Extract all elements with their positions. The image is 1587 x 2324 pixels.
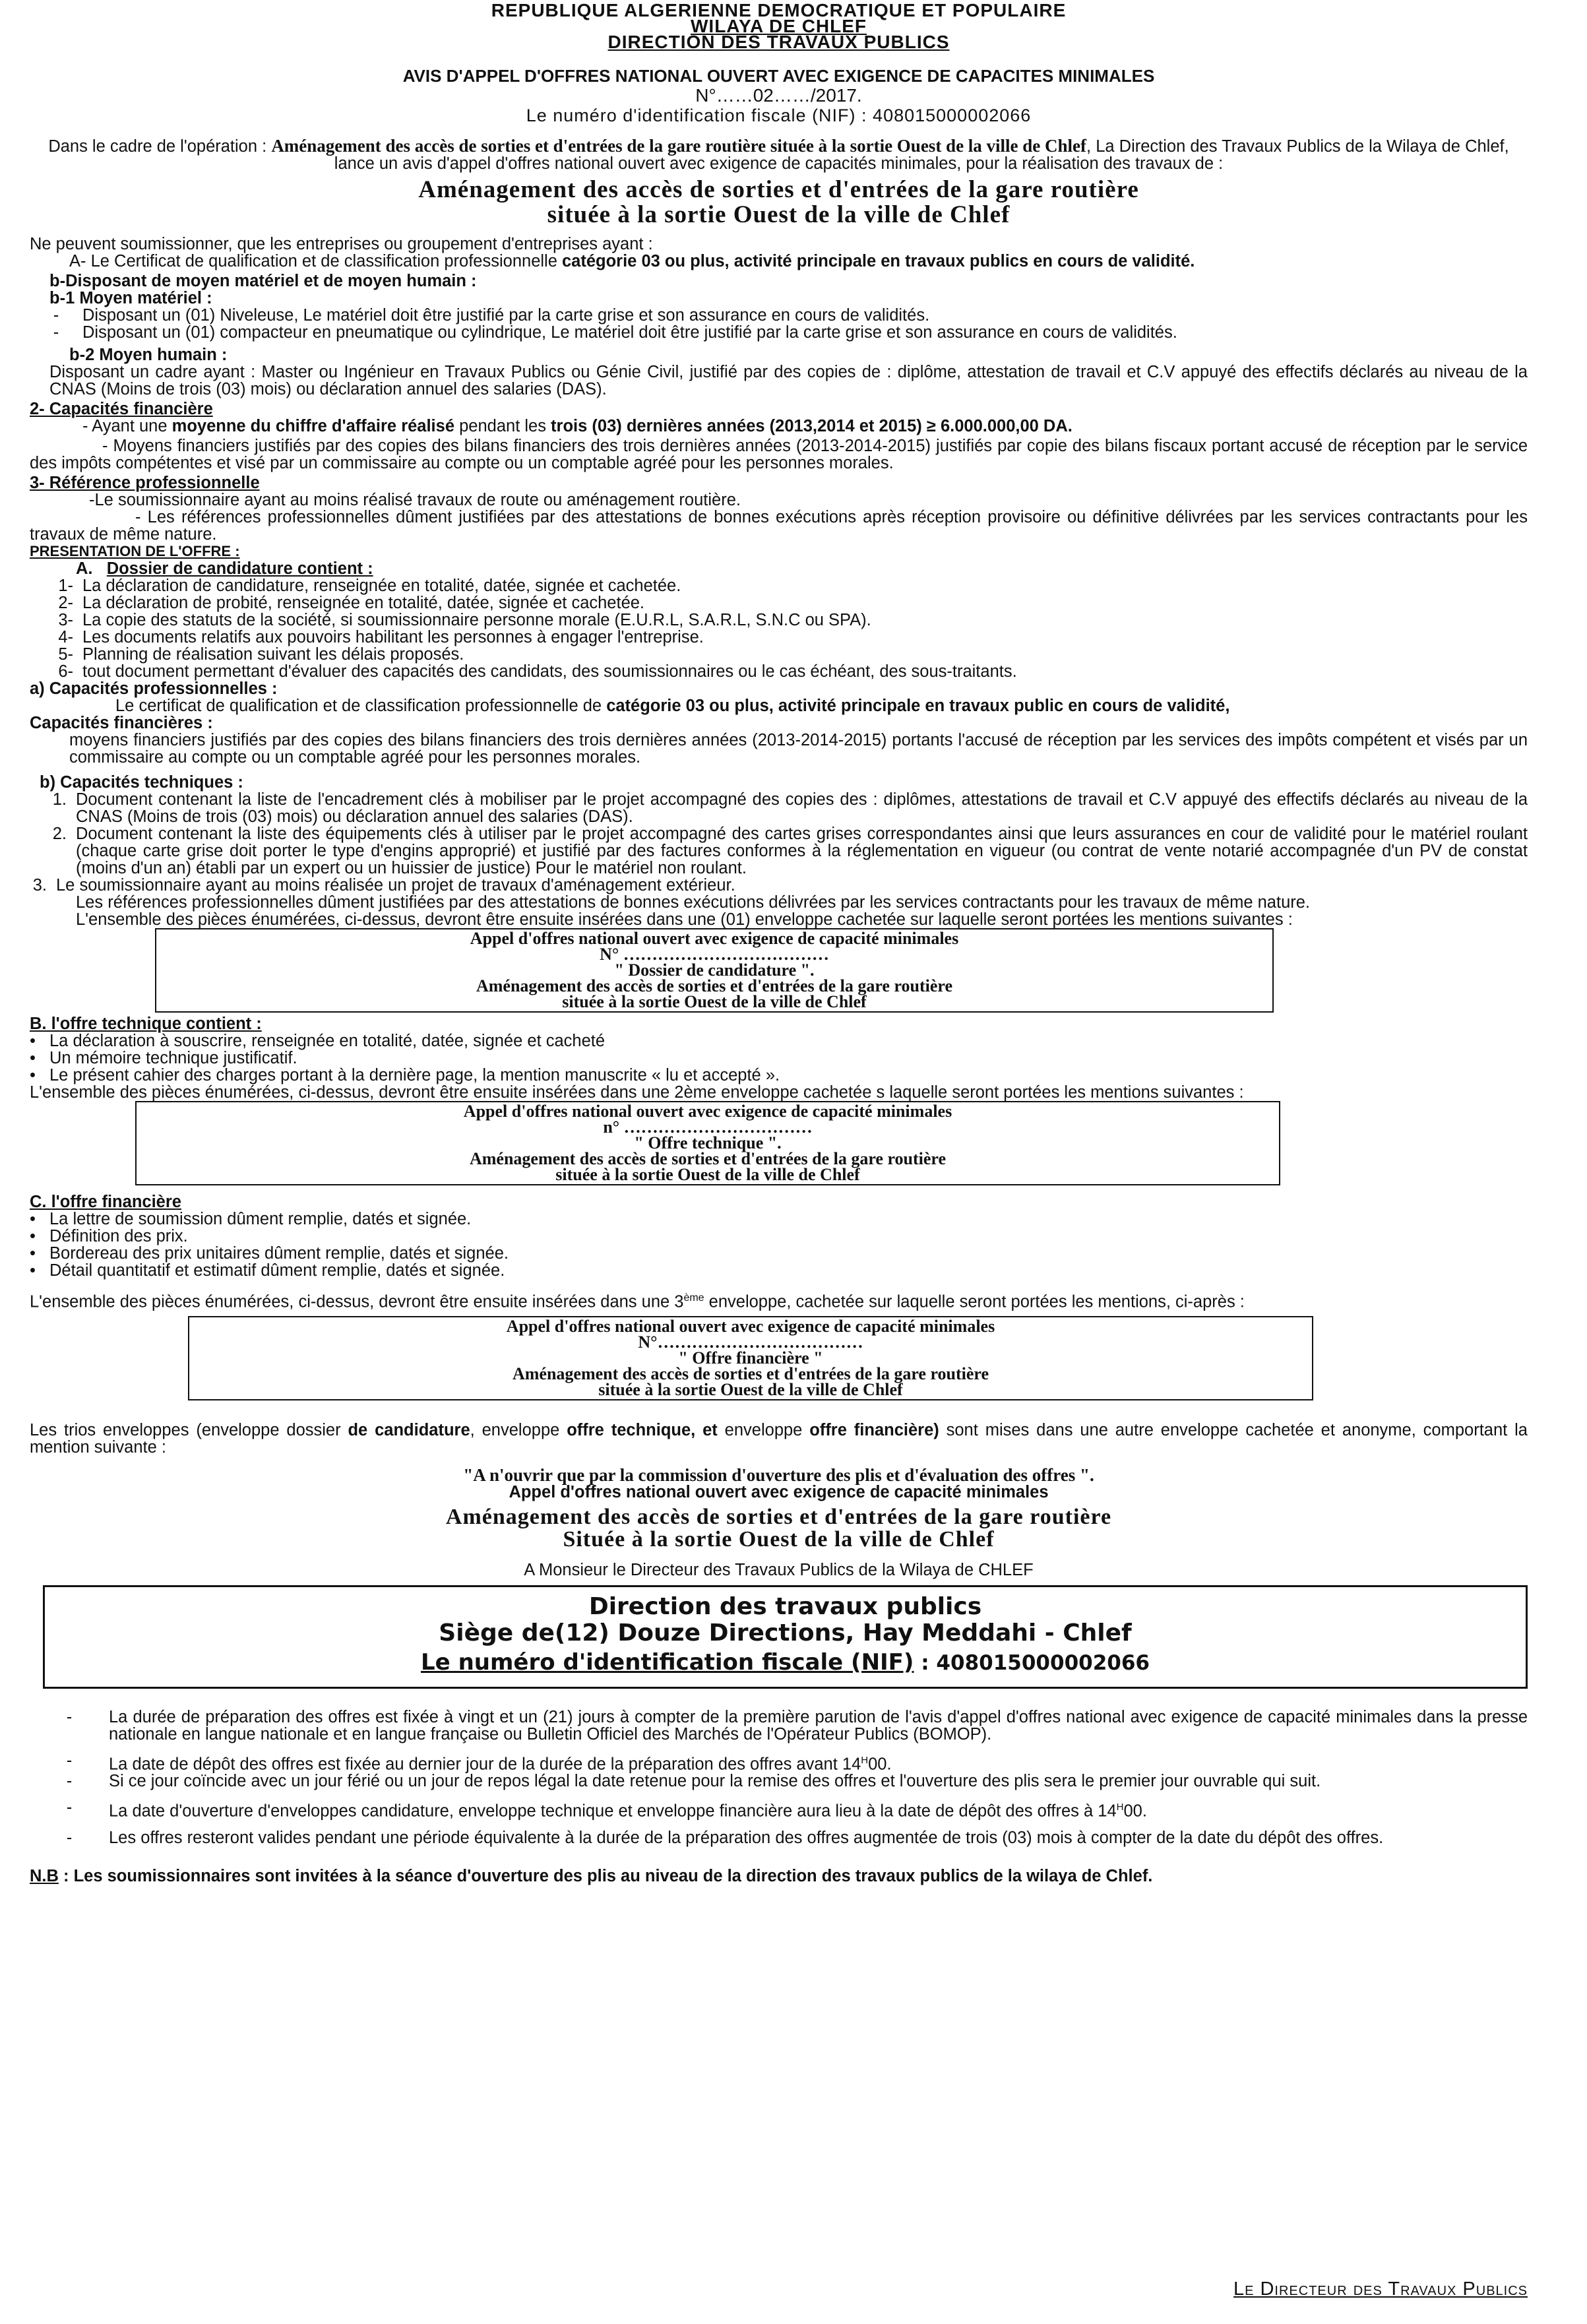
nif-line: Le numéro d'identification fiscale (NIF) : 408015000002066 [526, 106, 1032, 125]
box2-line-4: Aménagement des accès de sorties et d'entrées de la gare routière [469, 1149, 947, 1168]
intro-prefix: Dans le cadre de l'opération : [48, 137, 272, 156]
cap-fin-l1-bold1: moyenne du chiffre d'affaire réalisé [171, 417, 455, 435]
dossier-item-text: Les documents relatifs aux pouvoirs habilitant les personnes à engager l'entreprise. [82, 628, 704, 646]
dossier-item-text: La déclaration de candidature, renseignée en totalité, datée, signée et cachetée. [82, 577, 681, 595]
dossier-item-num: 3- [58, 611, 73, 629]
cap-tech-item-num: 2. [52, 825, 67, 843]
nb-note [30, 1868, 1528, 1885]
eligibility-a [30, 253, 1528, 270]
trios-t1: Les trios enveloppes (enveloppe dossier [30, 1420, 348, 1439]
box3-line-2: N°……………………………… [638, 1332, 863, 1352]
dossier-title-text: Dossier de candidature contient : [106, 559, 373, 578]
envelope-box-technique [135, 1101, 1280, 1185]
eligibility-b1-title: b-1 Moyen matériel : [49, 289, 212, 307]
cap-tech-envelope: L'ensemble des pièces énumérées, ci-dessus, devront être ensuite insérées dans une (01) enveloppe cachetée sur laquelle seront portées les mentions suivantes : [76, 910, 1293, 929]
offre-fin-item: • La lettre de soumission dûment remplie, datés et signée. [30, 1210, 472, 1228]
cap-tech-item-text: Document contenant la liste des équipements clés à utiliser par le projet accompagné des cartes grises correspondantes ainsi que leurs assurances en cour de validité pour le matériel roulant (chaque carte grise doit porter le type d'engins approprié) et justifié par des factures conformes à la réglementation en vigueur (ou contrat de vente notarié accompagnée d'un PV de constat (moins d'un an) établi par un expert ou un huissier de justice) Pour le matériel non roulant. [76, 825, 1528, 877]
b1-item-text: Disposant un (01) compacteur en pneumatique ou cylindrique, Le matériel doit être justifié par la carte grise et son assurance en cours de validités. [82, 323, 1177, 342]
cap-fin-l1-bold2: trois (03) dernières années (2013,2014 et 2015) ≥ 6.000.000,00 DA. [551, 417, 1073, 435]
dossier-item-text: Planning de réalisation suivant les délais proposés. [82, 645, 464, 664]
cap-pro-text [30, 697, 1528, 714]
dossier-item [30, 594, 1528, 612]
cap-fin-line-2: - Moyens financiers justifiés par des copies des bilans financiers des trois dernières années (2013-2014-2015) justifiés par copie des bilans fiscaux portant accusé de réception par le service des impôts compétentes et visé par un commissaire au compte ou un comptable agréé pour les personnes morales. [30, 437, 1528, 472]
box3-line-4: Aménagement des accès de sorties et d'entrées de la gare routière [512, 1364, 989, 1383]
header-line-3: DIRECTION DES TRAVAUX PUBLICS [607, 32, 950, 52]
cap-pro-bold: catégorie 03 ou plus, activité principale en travaux public en cours de validité, [606, 697, 1230, 715]
final-list [30, 1709, 1528, 1846]
trios-t2: , enveloppe [470, 1420, 567, 1439]
address-line-3 [45, 1647, 1526, 1679]
avis-title: AVIS D'APPEL D'OFFRES NATIONAL OUVERT AVEC EXIGENCE DE CAPACITES MINIMALES [402, 66, 1155, 86]
dossier-item-num: 5- [58, 645, 73, 664]
final-item-sup: H [1116, 1802, 1124, 1813]
trios-paragraph [30, 1422, 1528, 1456]
box1-line-4: Aménagement des accès de sorties et d'entrées de la gare routière [476, 976, 953, 995]
monsieur-line: A Monsieur le Directeur des Travaux Publics de la Wilaya de CHLEF [524, 1560, 1034, 1579]
cap-fin-l1-mid: pendant les [454, 417, 551, 435]
box2-line-3: " Offre technique ". [634, 1133, 782, 1152]
offre-tech-item-text: Le présent cahier des charges portant à la dernière page, la mention manuscrite « lu et accepté ». [49, 1066, 780, 1084]
header [30, 0, 1528, 52]
cap-tech-list [30, 791, 1528, 894]
cap-fin2-text: moyens financiers justifiés par des copies des bilans financiers des trois dernières années (2013-2014-2015) portants l'accusé de réception par les services des impôts compétent et visés par un commissaire au compte ou un comptable agréé pour les personnes morales. [69, 731, 1528, 767]
offre-fin-item-text: La lettre de soumission dûment remplie, datés et signée. [49, 1210, 472, 1228]
trios-title-line-2: Située à la sortie Ouest de la ville de Chlef [563, 1526, 995, 1552]
offre-fin-item: • Détail quantitatif et estimatif dûment remplie, datés et signée. [30, 1261, 505, 1280]
dossier-title [30, 560, 1528, 577]
offre-tech-item: • La déclaration à souscrire, renseignée en totalité, datée, signée et cacheté [30, 1032, 606, 1050]
offre-tech-item-text: La déclaration à souscrire, renseignée en totalité, datée, signée et cacheté [49, 1032, 606, 1050]
eligibility-intro: Ne peuvent soumissionner, que les entreprises ou groupement d'entreprises ayant : [30, 235, 653, 253]
offre-fin-item: • Définition des prix. [30, 1227, 188, 1245]
offre-tech-item: • Un mémoire technique justificatif. [30, 1049, 297, 1067]
offre-fin-item-text: Détail quantitatif et estimatif dûment remplie, datés et signée. [49, 1261, 505, 1280]
dossier-item-num: 4- [58, 628, 73, 646]
eligibility-a-prefix: A- Le Certificat de qualification et de classification professionnelle [69, 252, 562, 270]
cap-tech-title: b) Capacités techniques : [40, 773, 243, 792]
dossier-item [30, 663, 1528, 680]
box3-line-5: située à la sortie Ouest de la ville de Chlef [598, 1379, 903, 1399]
box1-line-3: " Dossier de candidature ". [614, 960, 815, 980]
b1-item: - Disposant un (01) compacteur en pneumatique ou cylindrique, Le matériel doit être justifié par la carte grise et son assurance en cours de validités. [30, 324, 1528, 341]
trios-b3: offre financière) [809, 1420, 939, 1439]
b1-item-text: Disposant un (01) Niveleuse, Le matériel doit être justifié par la carte grise et son assurance en cours de validités. [82, 306, 930, 325]
final-item-suffix: 00. [868, 1755, 892, 1773]
final-item-main: La durée de préparation des offres est fixée à vingt et un (21) jours à compter de la première parution de l'avis d'appel d'offres national avec exigence de capacité minimales dans la presse nationale en langue nationale et en langue française ou Bulletin Officiel des Marchés de l'Opérateur Publics (BOMOP). [109, 1707, 1528, 1743]
b1-item: - Disposant un (01) Niveleuse, Le matériel doit être justifié par la carte grise et son assurance en cours de validités. [30, 307, 1528, 324]
offre-tech-item: • Le présent cahier des charges portant à la dernière page, la mention manuscrite « lu et accepté ». [30, 1066, 780, 1084]
nb-text: : Les soumissionnaires sont invitées à la séance d'ouverture des plis au niveau de la direction des travaux publics de la wilaya de Chlef. [58, 1866, 1153, 1885]
final-item-text [109, 1709, 1528, 1743]
final-item-text [109, 1799, 1528, 1820]
dossier-item [30, 612, 1528, 629]
main-title [30, 177, 1528, 228]
final-item-main: La date d'ouverture d'enveloppes candidature, enveloppe technique et enveloppe financière aura lieu à la date de dépôt des offres à 14 [109, 1802, 1117, 1821]
dossier-item-num: 2- [58, 594, 73, 612]
trios-quote: "A n'ouvrir que par la commission d'ouverture des plis et d'évaluation des offres ". [463, 1464, 1094, 1485]
dossier-list [30, 577, 1528, 680]
box2-line-1: Appel d'offres national ouvert avec exigence de capacité minimales [463, 1102, 952, 1121]
main-title-line-1: Aménagement des accès de sorties et d'entrées de la gare routière [418, 176, 1139, 203]
cap-fin-title: 2- Capacités financière [30, 400, 213, 418]
final-item-text [109, 1829, 1528, 1846]
final-item-text [109, 1752, 1528, 1773]
final-item-main: Les offres resteront valides pendant une période équivalente à la durée de la préparation des offres augmentée de trois (03) mois à compter de la date du dépôt des offres. [109, 1828, 1384, 1847]
trios-b1: de candidature [348, 1420, 470, 1439]
final-item: - La durée de préparation des offres est fixée à vingt et un (21) jours à compter de la première parution de l'avis d'appel d'offres national avec exigence de capacité minimales dans la presse nationale en langue nationale et en langue française ou Bulletin Officiel des Marchés de l'Opérateur Publics (BOMOP). [66, 1707, 1528, 1743]
offre-fin-env-prefix: L'ensemble des pièces énumérées, ci-dessus, devront être ensuite insérées dans une 3 [30, 1292, 684, 1311]
offre-tech-item-text: Un mémoire technique justificatif. [49, 1049, 297, 1067]
header-line-2: WILAYA DE CHLEF [690, 16, 867, 36]
final-item-text [109, 1773, 1528, 1790]
offre-fin-item-text: Bordereau des prix unitaires dûment remplie, datés et signée. [49, 1244, 509, 1263]
cap-fin2-title: Capacités financières : [30, 714, 213, 732]
cap-tech-item-text: Le soumissionnaire ayant au moins réalisée un projet de travaux d'aménagement extérieur. [56, 876, 735, 895]
cap-tech-item [30, 825, 1528, 877]
box2-line-2: n° …………………………… [603, 1117, 813, 1137]
cap-tech-item-text: Document contenant la liste de l'encadrement clés à mobiliser par le projet accompagné des copies des : diplômes, attestations de travail et C.V appuyé des effectifs déclarés au niveau de la CNAS (Moins de trois (03) mois) ou déclaration annuel des salaries (DAS). [76, 790, 1528, 826]
offre-fin-envelope [30, 1290, 1528, 1311]
offre-tech-title: B. l'offre technique contient : [30, 1015, 262, 1033]
header-line-1: REPUBLIQUE ALGERIENNE DEMOCRATIQUE ET POPULAIRE [491, 0, 1067, 20]
box2-line-5: située à la sortie Ouest de la ville de Chlef [555, 1165, 860, 1184]
final-item-sup: H [861, 1754, 869, 1766]
eligibility-b2-text: Disposant un cadre ayant : Master ou Ingénieur en Travaux Publics ou Génie Civil, justifié par des copies de : diplôme, attestation de travail et C.V appuyé des effectifs déclarés au niveau de la CNAS (Moins de trois (03) mois) ou déclaration annuel des salaries (DAS). [49, 363, 1528, 398]
eligibility-a-bold: catégorie 03 ou plus, activité principale en travaux publics en cours de validité. [561, 252, 1195, 270]
address-box [43, 1585, 1528, 1689]
trios-t4: sont mises dans une autre enveloppe cachetée et anonyme, comportant la mention suivante : [30, 1420, 1528, 1457]
intro-bold: Aménagement des accès de sorties et d'entrées de la gare routière située à la sortie Ouest de la ville de Chlef [271, 136, 1087, 156]
offre-fin-env-suffix: enveloppe, cachetée sur laquelle seront portées les mentions, ci-après : [704, 1292, 1245, 1311]
cap-pro-prefix: Le certificat de qualification et de classification professionnelle de [115, 697, 607, 715]
offre-fin-item: • Bordereau des prix unitaires dûment remplie, datés et signée. [30, 1244, 509, 1263]
trios-t3: enveloppe [717, 1420, 810, 1439]
avis-number: N°……02……/2017. [695, 85, 862, 106]
offre-fin-env-sup: ème [683, 1292, 704, 1303]
address-line-1: Direction des travaux publics [588, 1592, 982, 1620]
intro-suffix: , La Direction des Travaux Publics de la Wilaya de Chlef, lance un avis d'appel d'offres national ouvert avec exigence de capacités minimales, pour la réalisation des travaux de : [334, 137, 1509, 173]
main-title-line-2: située à la sortie Ouest de la ville de Chlef [547, 201, 1011, 228]
eligibility-b2-title: b-2 Moyen humain : [69, 346, 228, 364]
envelope-box-candidature [155, 928, 1274, 1013]
dossier-item [30, 646, 1528, 663]
dossier-item [30, 577, 1528, 594]
trios-title [30, 1506, 1528, 1551]
eligibility-b-title: b-Disposant de moyen matériel et de moyen humain : [49, 272, 477, 290]
envelope-box-financiere [188, 1316, 1313, 1400]
cap-fin-line-1 [30, 418, 1528, 435]
dossier-item-text: La copie des statuts de la société, si soumissionnaire personne morale (E.U.R.L, S.A.R.L, S.N.C ou SPA). [82, 611, 871, 629]
box1-line-2: N° ……………………………… [600, 945, 829, 964]
final-item-main: Si ce jour coïncide avec un jour férié ou un jour de repos légal la date retenue pour la remise des offres et l'ouverture des plis sera le premier jour ouvrable qui suit. [109, 1772, 1321, 1790]
cap-pro-title: a) Capacités professionnelles : [30, 679, 278, 698]
address-nif-label: Le numéro d'identification fiscale (NIF) [421, 1649, 914, 1676]
final-item: - Les offres resteront valides pendant une période équivalente à la durée de la préparation des offres augmentée de trois (03) mois à compter de la date du dépôt des offres. [30, 1829, 1528, 1846]
ref-pro-line-1: -Le soumissionnaire ayant au moins réalisé travaux de route ou aménagement routière. [89, 491, 741, 509]
final-item: - La date de dépôt des offres est fixée au dernier jour de la durée de la préparation des offres avant $14^H00$. [30, 1752, 1528, 1773]
final-item-suffix: 00. [1123, 1802, 1147, 1821]
nb-label: N.B [30, 1866, 59, 1885]
dossier-item-text: tout document permettant d'évaluer des capacités des candidats, des soumissionnaires ou le cas échéant, des sous-traitants. [82, 662, 1017, 681]
trios-title-line-1: Aménagement des accès de sorties et d'entrées de la gare routière [445, 1504, 1112, 1529]
cap-tech-item-num: 1. [52, 790, 67, 809]
intro-paragraph [30, 137, 1528, 172]
ref-pro-line-2: - Les références professionnelles dûment justifiées par des attestations de bonnes exécutions après réception provisoire ou définitive délivrées par les services contractants pour les travaux de même nature. [30, 508, 1528, 544]
cap-tech-item-num: 3. [32, 876, 47, 895]
presentation-title: PRESENTATION DE L'OFFRE : [30, 543, 240, 559]
box3-line-3: " Offre financière " [678, 1348, 823, 1367]
cap-fin-l1-prefix: - Ayant une [82, 417, 172, 435]
box3-line-1: Appel d'offres national ouvert avec exigence de capacité minimales [506, 1316, 995, 1336]
dossier-item-num: 1- [58, 577, 73, 595]
dossier-item-text: La déclaration de probité, renseignée en totalité, datée, signée et cachetée. [82, 594, 645, 612]
trios-appel: Appel d'offres national ouvert avec exigence de capacité minimales [509, 1482, 1049, 1501]
final-item-main: La date de dépôt des offres est fixée au dernier jour de la durée de la préparation des offres avant 14 [109, 1755, 861, 1773]
dossier-letter: A. [76, 559, 93, 578]
cap-tech-references: Les références professionnelles dûment justifiées par des attestations de bonnes exécutions délivrées par les services contractants pour les travaux de même nature. [76, 893, 1311, 912]
final-item: - La date d'ouverture d'enveloppes candidature, enveloppe technique et enveloppe financière aura lieu à la date de dépôt des offres à $14^H00$. [30, 1799, 1528, 1820]
signature: Le Directeur des Travaux Publics [1233, 2278, 1528, 2300]
dossier-item-num: 6- [58, 662, 73, 681]
address-nif-value: : 408015000002066 [914, 1650, 1150, 1675]
offre-fin-title: C. l'offre financière [30, 1193, 181, 1211]
ref-pro-title: 3- Référence professionnelle [30, 474, 260, 492]
cap-tech-item [30, 877, 1528, 894]
offre-tech-envelope: L'ensemble des pièces énumérées, ci-dessus, devront être ensuite insérées dans une 2ème enveloppe cachetée s laquelle seront portées les mentions suivantes : [30, 1083, 1244, 1102]
offre-fin-item-text: Définition des prix. [49, 1227, 188, 1245]
trios-b2: offre technique, et [567, 1420, 718, 1439]
cap-tech-item [30, 791, 1528, 825]
box1-line-1: Appel d'offres national ouvert avec exigence de capacité minimales [470, 929, 959, 948]
box1-line-5: située à la sortie Ouest de la ville de Chlef [562, 992, 867, 1011]
address-line-2: Siège de(12) Douze Directions, Hay Meddahi - Chlef [439, 1619, 1132, 1647]
final-item: - Si ce jour coïncide avec un jour férié ou un jour de repos légal la date retenue pour la remise des offres et l'ouverture des plis sera le premier jour ouvrable qui suit. [30, 1773, 1528, 1790]
dossier-item [30, 629, 1528, 646]
